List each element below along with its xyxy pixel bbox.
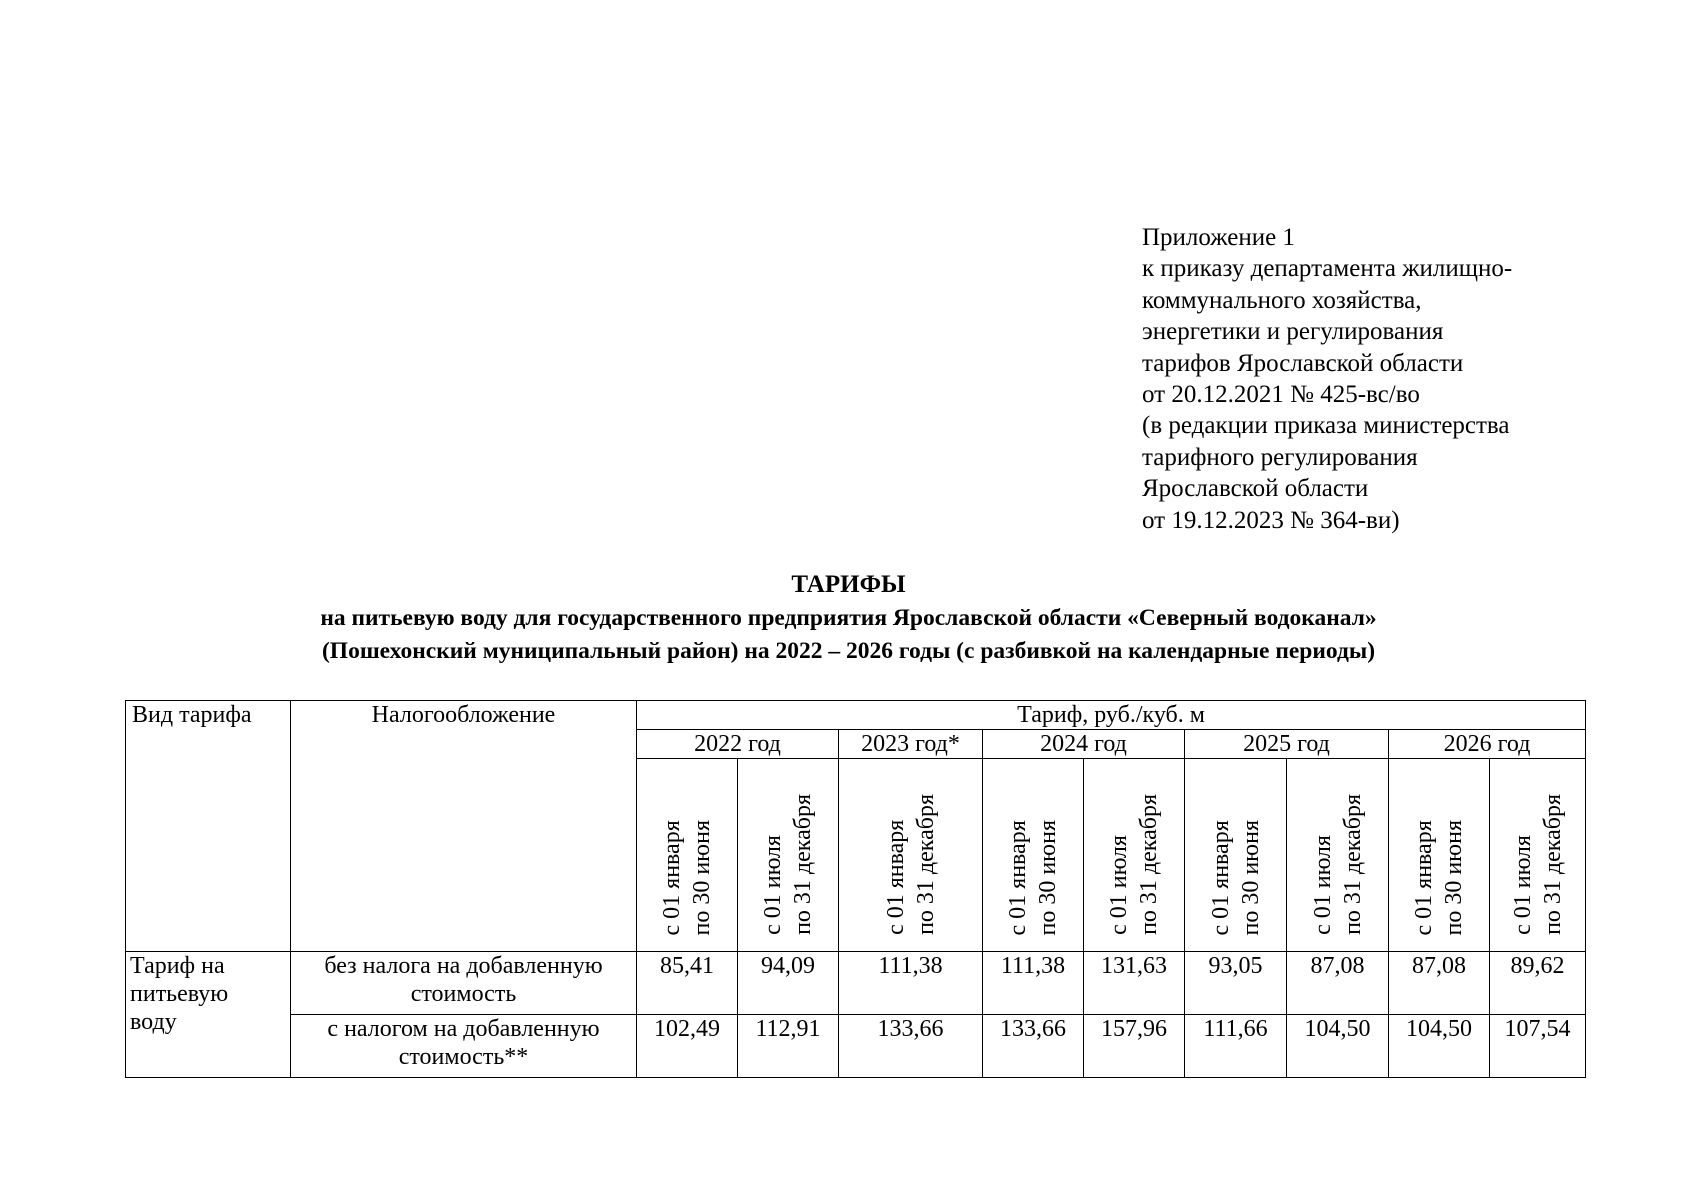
document-title <box>0 568 1697 668</box>
appendix-line: Приложение 1 <box>1142 224 1295 251</box>
appendix-block <box>1142 222 1512 536</box>
tariff-value: 89,62 <box>1490 952 1586 1015</box>
appendix-line: тарифов Ярославской области <box>1142 349 1464 377</box>
header-period: с 01 июля по 31 декабря <box>738 759 839 952</box>
tariff-value: 131,63 <box>1084 952 1185 1015</box>
tariff-table <box>125 700 1586 1078</box>
header-year: 2025 год <box>1185 730 1389 759</box>
appendix-line: тарифного регулирования <box>1142 443 1418 471</box>
appendix-line: (в редакции приказа министерства <box>1142 412 1510 440</box>
appendix-line: от 19.12.2023 № 364-ви) <box>1142 506 1400 534</box>
header-year: 2023 год* <box>839 730 983 759</box>
header-period: с 01 января по 30 июня <box>637 759 738 952</box>
tax-with-vat: с налогом на добавленную стоимость** <box>291 1015 637 1078</box>
tariff-value: 104,50 <box>1389 1015 1490 1078</box>
header-period: с 01 июля по 31 декабря <box>1490 759 1586 952</box>
tariff-value: 112,91 <box>738 1015 839 1078</box>
tariff-value: 133,66 <box>983 1015 1084 1078</box>
header-taxation: Налогообложение <box>291 701 637 952</box>
title-line-1: на питьевую воду для государственного предприятия Ярославской области «Северный водоканал» <box>320 605 1377 631</box>
header-year: 2024 год <box>983 730 1185 759</box>
table-row <box>126 952 1586 1015</box>
tariff-value: 157,96 <box>1084 1015 1185 1078</box>
tariff-value: 87,08 <box>1389 952 1490 1015</box>
appendix-line: энергетики и регулирования <box>1142 318 1444 346</box>
header-period: с 01 июля по 31 декабря <box>1287 759 1389 952</box>
header-period: с 01 января по 30 июня <box>1389 759 1490 952</box>
tariff-value: 87,08 <box>1287 952 1389 1015</box>
header-year: 2026 год <box>1389 730 1586 759</box>
row-head-tariff: Тариф на питьевую воду <box>126 952 291 1078</box>
header-year: 2022 год <box>637 730 839 759</box>
tariff-value: 104,50 <box>1287 1015 1389 1078</box>
tariff-value: 93,05 <box>1185 952 1287 1015</box>
tariff-value: 107,54 <box>1490 1015 1586 1078</box>
appendix-line: от 20.12.2021 № 425-вс/во <box>1142 381 1420 409</box>
header-type: Вид тарифа <box>126 701 291 952</box>
tariff-value: 102,49 <box>637 1015 738 1078</box>
table-row <box>126 1015 1586 1078</box>
tariff-value: 111,38 <box>839 952 983 1015</box>
tariff-value: 133,66 <box>839 1015 983 1078</box>
tariff-value: 94,09 <box>738 952 839 1015</box>
header-tariff: Тариф, руб./куб. м <box>637 701 1586 730</box>
title-line-2: (Пошехонский муниципальный район) на 2022 – 2026 годы (с разбивкой на календарные периоды) <box>321 638 1376 664</box>
tariff-value: 111,38 <box>983 952 1084 1015</box>
appendix-line: Ярославской области <box>1142 475 1369 503</box>
header-period: с 01 января по 31 декабря <box>839 759 983 952</box>
header-period: с 01 января по 30 июня <box>1185 759 1287 952</box>
tariff-value: 111,66 <box>1185 1015 1287 1078</box>
header-period: с 01 июля по 31 декабря <box>1084 759 1185 952</box>
title-main: ТАРИФЫ <box>791 571 906 598</box>
appendix-line: коммунального хозяйства, <box>1142 286 1422 314</box>
tariff-value: 85,41 <box>637 952 738 1015</box>
header-period: с 01 января по 30 июня <box>983 759 1084 952</box>
appendix-line: к приказу департамента жилищно- <box>1142 255 1513 283</box>
tax-without-vat: без налога на добавленную стоимость <box>291 952 637 1015</box>
